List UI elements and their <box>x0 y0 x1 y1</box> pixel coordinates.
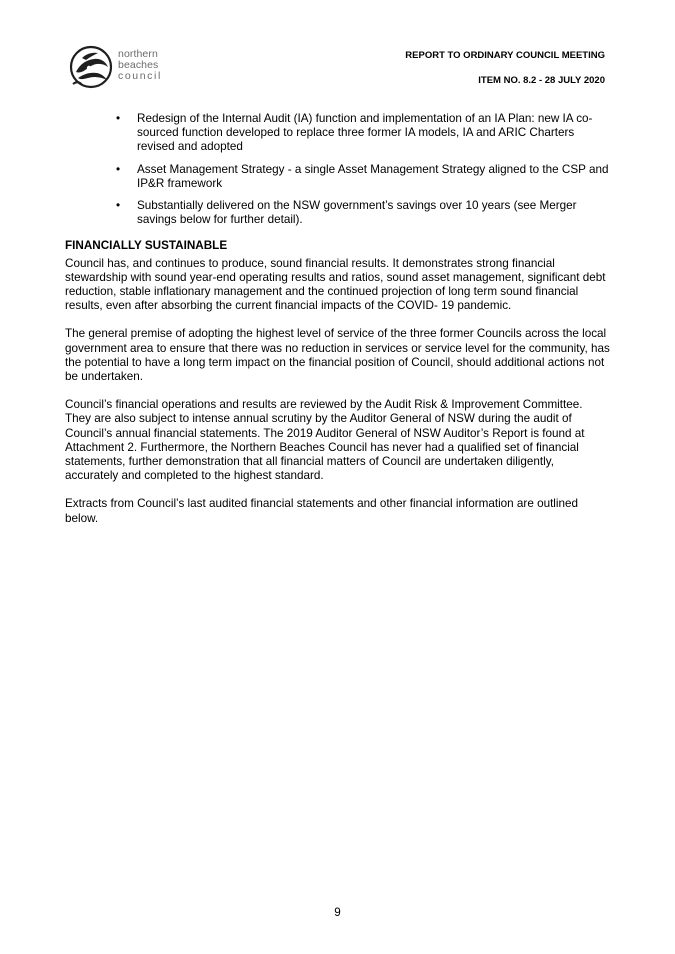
document-body <box>65 112 610 540</box>
list-item <box>65 199 610 227</box>
bullet-dot: • <box>116 162 121 176</box>
council-logo <box>68 44 178 90</box>
logo-wordmark <box>118 49 162 82</box>
northern-beaches-council-logo-icon <box>68 44 114 90</box>
bullet-text: Substantially delivered on the NSW government’s savings over 10 years (see Merger savings below for further detail). <box>137 199 577 227</box>
bullet-list <box>65 112 610 227</box>
bullet-dot: • <box>116 112 121 125</box>
logo-line-beaches: beaches <box>118 59 159 71</box>
logo-line-northern: northern <box>118 48 158 60</box>
paragraph: Council has, and continues to produce, sound financial results. It demonstrates strong financial stewardship with sound year-end operating results and ratios, sound asset management, significant debt reduction, stable inflationary management and the continued projection of long term sound financial results, even after absorbing the current financial impacts of the COVID- 19 pandemic. <box>65 256 606 313</box>
logo-line-council: council <box>118 70 162 82</box>
paragraph: Extracts from Council’s last audited financial statements and other financial information are outlined below. <box>65 497 579 525</box>
paragraph: Council’s financial operations and results are reviewed by the Audit Risk & Improvement Committee. They are also subject to intense annual scrutiny by the Auditor General of NSW during the audit of Council’s annual financial statements. The 2019 Auditor General of NSW Auditor’s Report is found at Attachment 2. Furthermore, the Northern Beaches Council has never had a qualified set of financial statements, further demonstration that all financial matters of Council are undertaken diligently, accurately and completed to the highest standard. <box>65 398 585 483</box>
list-item <box>65 112 610 155</box>
bullet-text: Asset Management Strategy - a single Asset Management Strategy aligned to the CSP and IP&R framework <box>137 162 609 190</box>
bullet-dot: • <box>116 199 121 213</box>
list-item <box>65 163 610 191</box>
report-header <box>405 50 605 86</box>
report-title: REPORT TO ORDINARY COUNCIL MEETING <box>405 50 605 61</box>
page-number: 9 <box>334 906 341 919</box>
paragraph: The general premise of adopting the highest level of service of the three former Councils across the local government area to ensure that there was no reduction in services or service level for the community, has the potential to have a long term impact on the financial position of Council, should additional actions not be undertaken. <box>65 327 610 384</box>
item-number: ITEM NO. 8.2 - 28 JULY 2020 <box>478 75 605 86</box>
bullet-text: Redesign of the Internal Audit (IA) function and implementation of an IA Plan: new IA co- sourced function developed to replace three former IA models, IA and ARIC Charters revised and adopted <box>137 112 593 154</box>
section-heading: FINANCIALLY SUSTAINABLE <box>65 239 228 253</box>
